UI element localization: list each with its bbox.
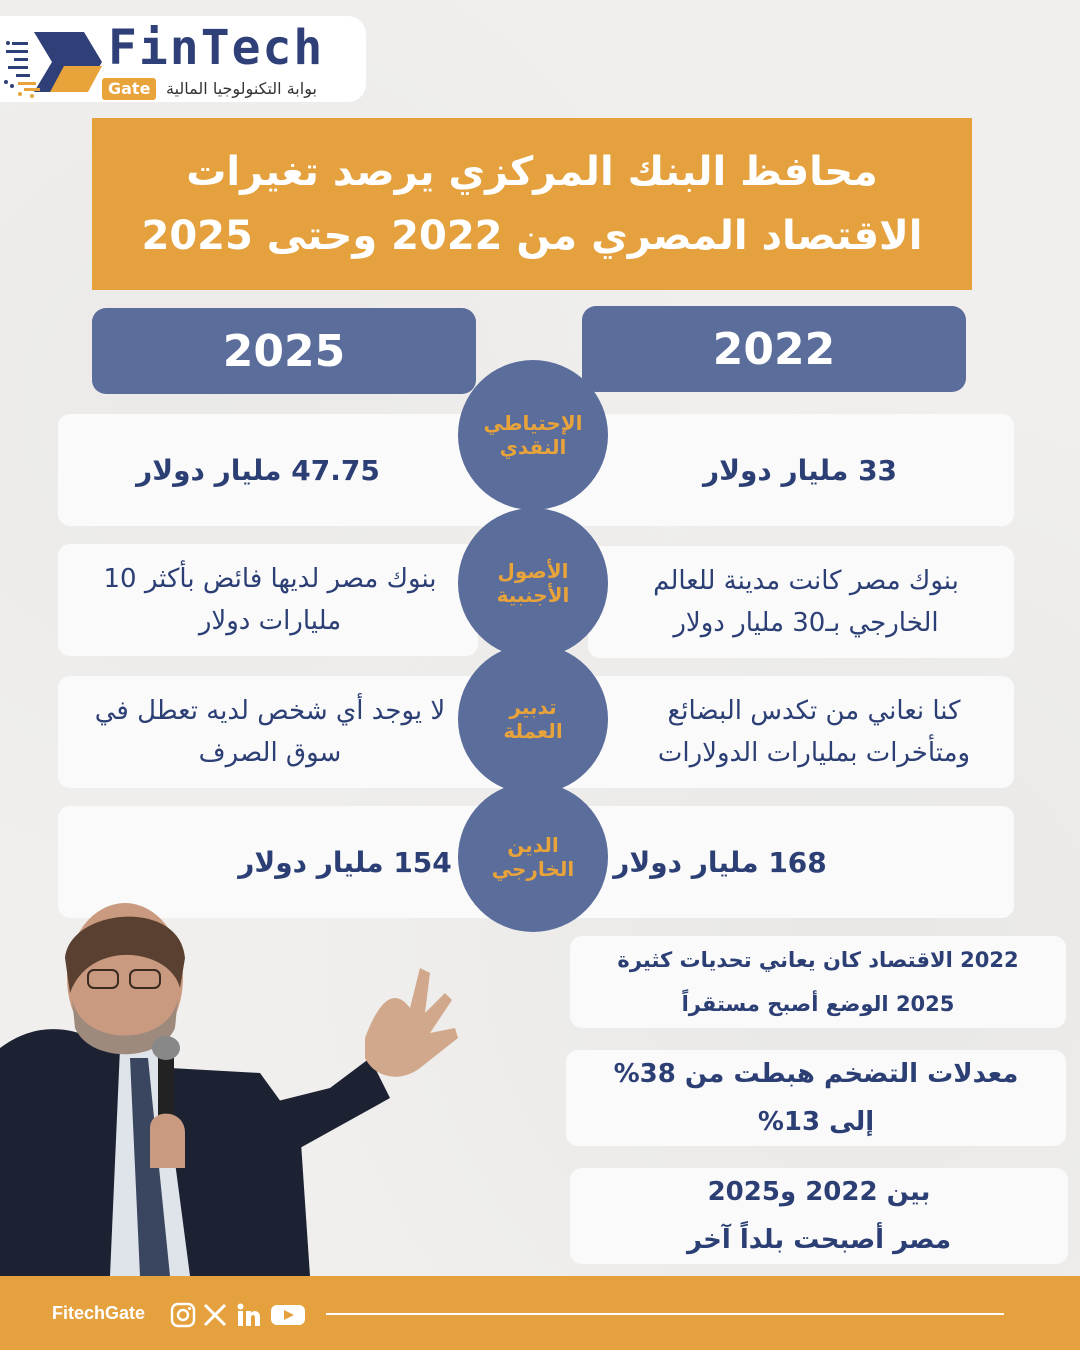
reserves-2025-value: 47.75 مليار دولار [136,453,380,487]
currency-2025-text: لا يوجد أي شخص لديه تعطل في سوق الصرف [94,696,446,768]
note-egypt-line-1: بين 2022 و2025 [707,1177,931,1207]
note-economy-line-1: 2022 الاقتصاد كان يعاني تحديات كثيرة [617,948,1019,972]
foreign-assets-2022-text: بنوك مصر كانت مدينة للعالم الخارجي بـ30 مليار دولار [653,566,959,638]
note-economy-line-2: 2025 الوضع أصبح مستقراً [681,992,955,1016]
footer-bar [0,1276,1080,1350]
year-header-2025: 2025 [92,308,476,394]
note-inflation-line-2: إلى 13% [757,1107,875,1137]
category-circle-foreign-assets [458,508,608,658]
debt-2025-value: 154 مليار دولار [238,845,452,879]
logo-gate-badge: Gate [102,78,156,100]
category-label-reserves: الإحتياطي النقدي [483,411,583,459]
category-label-debt: الدين الخارجي [491,833,575,881]
logo-title: FinTech [108,20,325,76]
x-icon[interactable] [202,1302,228,1328]
foreign-assets-2025-text: بنوك مصر لديها فائض بأكثر 10 مليارات دولار [103,564,437,636]
footer-handle[interactable]: FitechGate [52,1303,146,1323]
category-label-foreign-assets: الأصول الأجنبية [496,559,570,607]
category-circle-reserves [458,360,608,510]
debt-2022-value: 168 مليار دولار [613,845,827,879]
logo-subtitle: بوابة التكنولوجيا المالية [166,79,317,98]
footer-divider [326,1313,1004,1315]
linkedin-icon[interactable] [236,1302,262,1328]
category-label-currency: تدبير العملة [503,695,563,743]
note-box-economy [570,936,1066,1028]
reserves-2022-value: 33 مليار دولار [702,453,898,487]
headline-line-2: الاقتصاد المصري من 2022 وحتى 2025 [141,213,923,259]
note-inflation-line-1: معدلات التضخم هبطت من 38% [613,1059,1019,1089]
logo-mark-icon [4,22,104,102]
youtube-icon[interactable] [270,1302,306,1328]
headline-line-1: محافظ البنك المركزي يرصد تغيرات [186,149,878,195]
category-circle-currency [458,644,608,794]
note-box-inflation [566,1050,1066,1146]
fintech-gate-logo[interactable] [0,16,366,102]
note-egypt-line-2: مصر أصبحت بلداً آخر [686,1225,952,1255]
instagram-icon[interactable] [170,1302,196,1328]
year-header-2022: 2022 [582,306,966,392]
currency-2022-text: كنا نعاني من تكدس البضائع ومتأخرات بمليارات الدولارات [657,696,971,768]
note-box-egypt [570,1168,1068,1264]
headline-banner [92,118,972,290]
governor-photo [0,898,500,1278]
